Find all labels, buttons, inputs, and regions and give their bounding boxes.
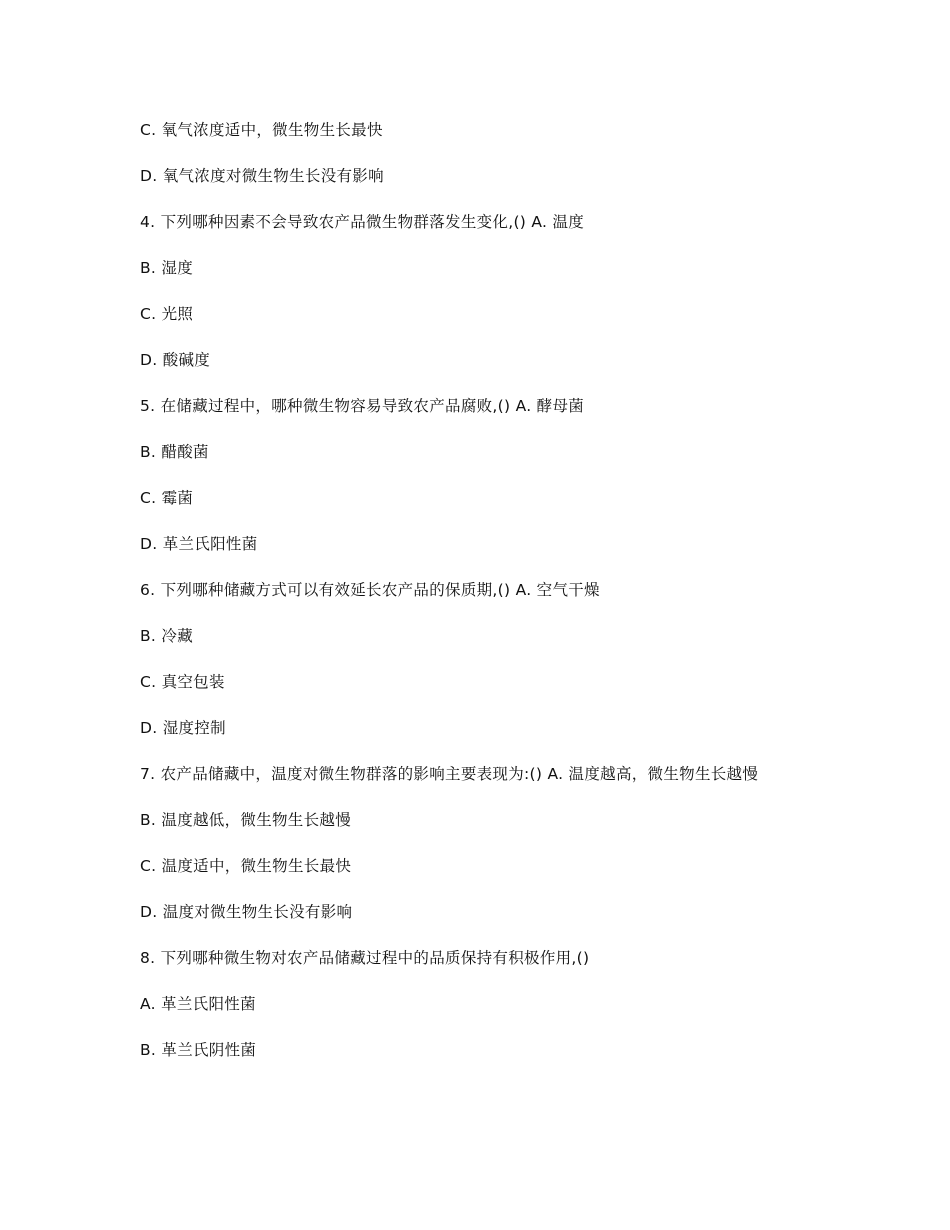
option-line: C. 霉菌 — [140, 489, 194, 507]
option-line: B. 温度越低，微生物生长越慢 — [140, 811, 351, 829]
option-line: B. 醋酸菌 — [140, 443, 209, 461]
document-body — [140, 117, 810, 1083]
option-line: B. 冷藏 — [140, 627, 193, 645]
option-line: D. 氧气浓度对微生物生长没有影响 — [140, 167, 384, 185]
question-line: 8. 下列哪种微生物对农产品储藏过程中的品质保持有积极作用,() — [140, 949, 590, 967]
option-line: A. 革兰氏阳性菌 — [140, 995, 256, 1013]
option-line: D. 酸碱度 — [140, 351, 211, 369]
option-line: C. 氧气浓度适中，微生物生长最快 — [140, 121, 383, 139]
option-line: D. 湿度控制 — [140, 719, 226, 737]
option-line: D. 温度对微生物生长没有影响 — [140, 903, 353, 921]
question-line: 4. 下列哪种因素不会导致农产品微生物群落发生变化,() A. 温度 — [140, 213, 585, 231]
option-line: C. 真空包装 — [140, 673, 225, 691]
option-line: C. 光照 — [140, 305, 194, 323]
option-line: D. 革兰氏阳性菌 — [140, 535, 258, 553]
question-line: 7. 农产品储藏中，温度对微生物群落的影响主要表现为:() A. 温度越高，微生物生长越慢 — [140, 765, 759, 783]
option-line: C. 温度适中，微生物生长最快 — [140, 857, 352, 875]
question-line: 6. 下列哪种储藏方式可以有效延长农产品的保质期,() A. 空气干燥 — [140, 581, 600, 599]
question-line: 5. 在储藏过程中，哪种微生物容易导致农产品腐败,() A. 酵母菌 — [140, 397, 585, 415]
option-line: B. 革兰氏阴性菌 — [140, 1041, 257, 1059]
option-line: B. 湿度 — [140, 259, 193, 277]
